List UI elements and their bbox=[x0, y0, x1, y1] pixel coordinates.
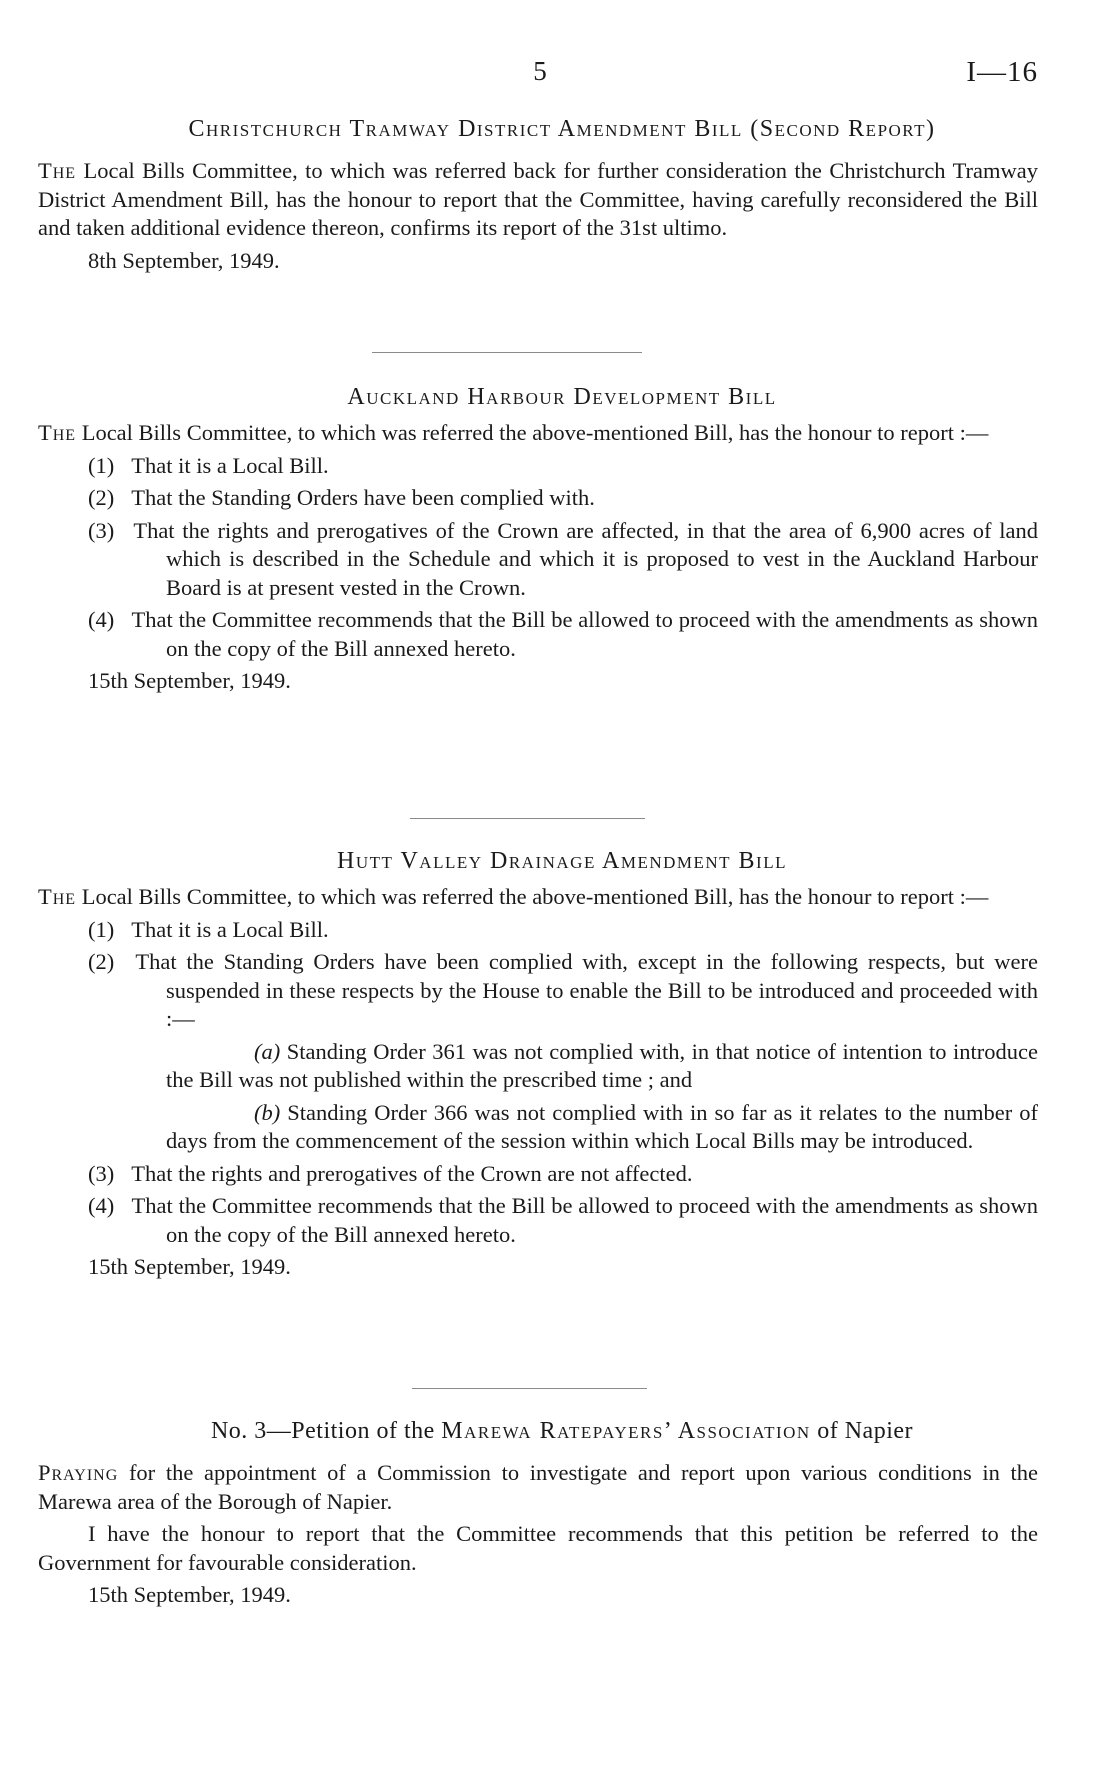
item-number: (1) bbox=[88, 452, 115, 478]
lead-word: The bbox=[38, 420, 77, 445]
section-hutt-valley bbox=[0, 848, 1114, 1282]
paragraph-text: Local Bills Committee, to which was referred the above-mentioned Bill, has the honour to report :— bbox=[81, 884, 989, 909]
item-number: (1) bbox=[88, 916, 115, 942]
heading-prefix: No. 3—Petition of the bbox=[210, 1418, 435, 1444]
report-date: 15th September, 1949. bbox=[88, 1582, 291, 1607]
section-heading: Christchurch Tramway District Amendment Bill (Second Report) bbox=[188, 116, 936, 142]
report-paragraph bbox=[0, 883, 1114, 912]
section-marewa-petition bbox=[0, 1418, 1114, 1610]
association-name: Marewa Ratepayers’ Association bbox=[441, 1418, 811, 1444]
item-number: (3) bbox=[88, 517, 115, 543]
item-number: (3) bbox=[88, 1160, 115, 1186]
section-divider bbox=[412, 1388, 647, 1389]
item-number: (4) bbox=[88, 1193, 115, 1218]
sub-item-text: Standing Order 361 was not complied with, in that notice of intention to introduce the Bill was not published within the prescribed time ; and bbox=[166, 1038, 1038, 1092]
section-divider bbox=[410, 818, 645, 819]
list-item bbox=[0, 1192, 1114, 1249]
item-text: That the Standing Orders have been complied with, except in the following respects, but were suspended in these respects by the House to enable the Bill to be introduced and proceeded with :— bbox=[135, 949, 1039, 1031]
heading-suffix: of Napier bbox=[817, 1418, 914, 1444]
section-christchurch-tramway bbox=[0, 116, 1114, 275]
list-item bbox=[0, 948, 1114, 1034]
item-text: That the Committee recommends that the Bill be allowed to proceed with the amendments as shown on the copy of the Bill annexed hereto. bbox=[131, 1193, 1039, 1247]
list-item bbox=[0, 606, 1114, 663]
list-item bbox=[0, 1160, 1114, 1189]
report-date: 8th September, 1949. bbox=[88, 247, 280, 273]
section-heading: Auckland Harbour Development Bill bbox=[347, 384, 777, 410]
document-reference: I—16 bbox=[966, 56, 1038, 88]
section-divider bbox=[372, 352, 642, 353]
sub-item-label: (a) bbox=[254, 1038, 281, 1064]
sub-item-label: (b) bbox=[254, 1099, 281, 1125]
recommendation-paragraph: I have the honour to report that the Committee recommends that this petition be referred to the Government for favourable consideration. bbox=[38, 1521, 1038, 1575]
report-date: 15th September, 1949. bbox=[88, 668, 291, 693]
section-auckland-harbour bbox=[0, 384, 1114, 696]
lead-word: Praying bbox=[38, 1460, 119, 1485]
list-item bbox=[0, 517, 1114, 603]
item-number: (2) bbox=[88, 949, 115, 974]
lead-word: The bbox=[38, 158, 77, 183]
item-text: That it is a Local Bill. bbox=[131, 916, 329, 942]
item-text: That the Committee recommends that the Bill be allowed to proceed with the amendments as shown on the copy of the Bill annexed hereto. bbox=[131, 607, 1039, 661]
report-paragraph bbox=[0, 157, 1114, 243]
lead-word: The bbox=[38, 884, 77, 909]
item-text: That the rights and prerogatives of the Crown are not affected. bbox=[131, 1160, 693, 1186]
paragraph-text: Local Bills Committee, to which was referred the above-mentioned Bill, has the honour to report :— bbox=[81, 420, 989, 445]
list-item bbox=[0, 452, 1114, 481]
sub-item bbox=[0, 1038, 1114, 1095]
sub-item bbox=[0, 1099, 1114, 1156]
item-number: (2) bbox=[88, 485, 115, 510]
item-text: That the rights and prerogatives of the Crown are affected, in that the area of 6,900 acres of land which is described in the Schedule and which it is proposed to vest in the Auckland Harbour Board is at present vested in the Crown. bbox=[133, 517, 1038, 600]
list-item bbox=[0, 484, 1114, 513]
item-text: That it is a Local Bill. bbox=[131, 452, 329, 478]
report-paragraph bbox=[0, 419, 1114, 448]
list-item bbox=[0, 916, 1114, 945]
section-heading: Hutt Valley Drainage Amendment Bill bbox=[337, 848, 787, 874]
page-number: 5 bbox=[533, 56, 547, 86]
paragraph-text: Local Bills Committee, to which was referred back for further consideration the Christchurch Tramway District Amendment Bill, has the honour to report that the Committee, having carefully reconsidered the Bill and taken additional evidence thereon, confirms its report of the 31st ultimo. bbox=[38, 158, 1038, 240]
petition-heading bbox=[0, 1418, 1114, 1445]
sub-item-text: Standing Order 366 was not complied with in so far as it relates to the number of days from the commencement of the session within which Local Bills may be introduced. bbox=[166, 1099, 1039, 1153]
item-number: (4) bbox=[88, 607, 115, 632]
item-text: That the Standing Orders have been complied with. bbox=[131, 485, 595, 510]
petition-paragraph bbox=[0, 1459, 1114, 1516]
paragraph-text: for the appointment of a Commission to investigate and report upon various conditions in the Marewa area of the Borough of Napier. bbox=[38, 1460, 1039, 1514]
report-date: 15th September, 1949. bbox=[88, 1254, 291, 1279]
